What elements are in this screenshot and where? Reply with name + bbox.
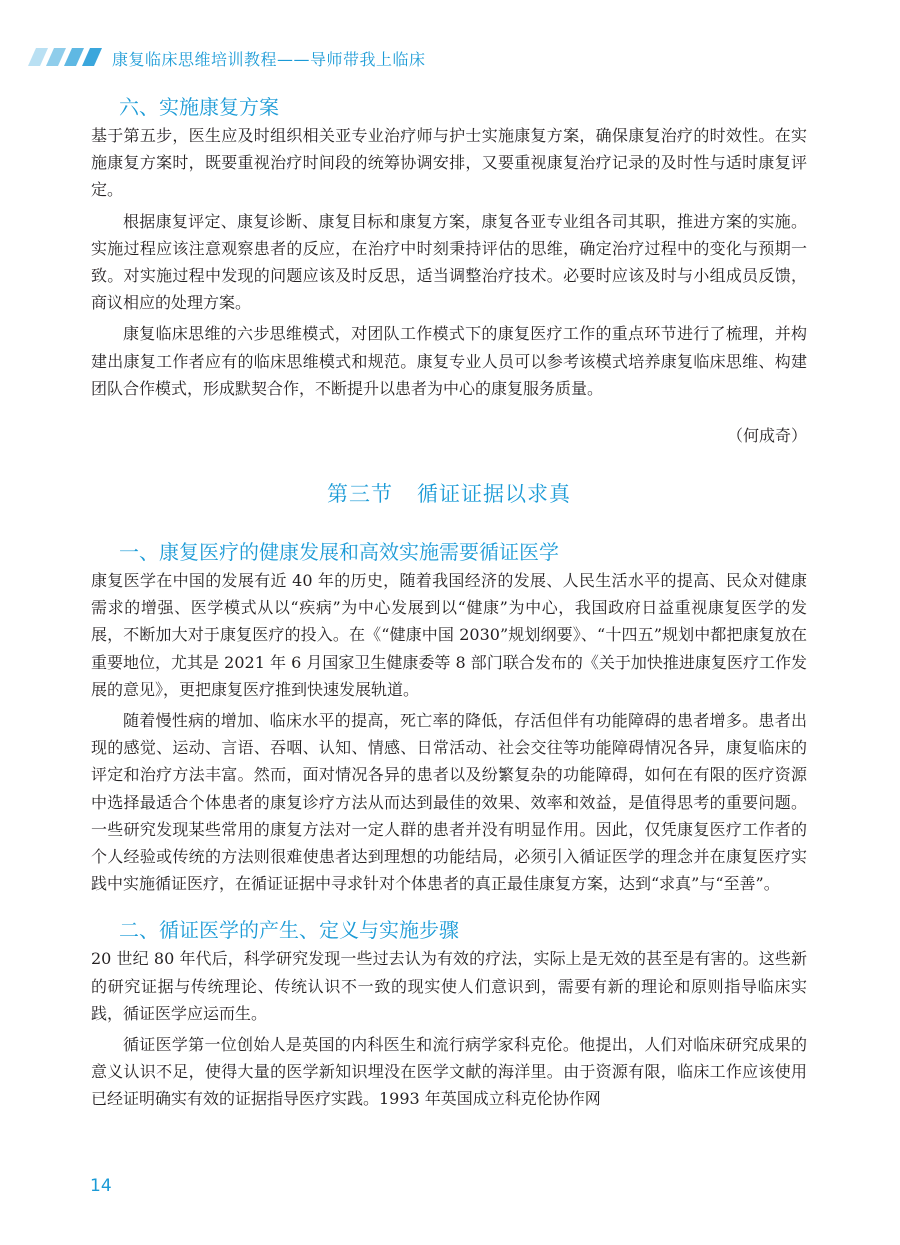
paragraph: 基于第五步，医生应及时组织相关亚专业治疗师与护士实施康复方案，确保康复治疗的时效性。在实施康复方案时，既要重视治疗时间段的统筹协调安排，又要重视康复治疗记录的及时性与适时康复评定。: [91, 126, 807, 200]
paragraph: 康复医学在中国的发展有近 40 年的历史，随着我国经济的发展、人民生活水平的提高、民众对健康需求的增强、医学模式从以“疾病”为中心发展到以“健康”为中心，我国政府日益重视康复医学的发展，不断加大对于康复医疗的投入。在《“健康中国 2030”规划纲要》、“十四五”规划中都把康复放在重要地位，尤其是 2021 年 6 月国家卫生健康委等 8 部门联合发布的《关于加快推进康复医疗工作发展的意见》，更把康复医疗推到快速发展轨道。: [91, 571, 807, 699]
paragraph: 康复临床思维的六步思维模式，对团队工作模式下的康复医疗工作的重点环节进行了梳理，并构建出康复工作者应有的临床思维模式和规范。康复专业人员可以参考该模式培养康复临床思维、构建团队合作模式，形成默契合作，不断提升以患者为中心的康复服务质量。: [91, 324, 807, 398]
heading-part-2: 二、循证医学的产生、定义与实施步骤: [119, 918, 459, 943]
paragraph: 循证医学第一位创始人是英国的内科医生和流行病学家科克伦。他提出，人们对临床研究成果的意义认识不足，使得大量的医学新知识埋没在医学文献的海洋里。由于资源有限，临床工作应该使用已经证明确实有效的证据指导医疗实践。1993 年英国成立科克伦协作网: [91, 1035, 807, 1109]
running-header: [0, 0, 900, 80]
paragraph: 20 世纪 80 年代后，科学研究发现一些过去认为有效的疗法，实际上是无效的甚至是有害的。这些新的研究证据与传统理论、传统认识不一致的现实使人们意识到，需要有新的理论和原则指导临床实践，循证医学应运而生。: [91, 949, 807, 1023]
paragraph: 随着慢性病的增加、临床水平的提高，死亡率的降低，存活但伴有功能障碍的患者增多。患者出现的感觉、运动、言语、吞咽、认知、情感、日常活动、社会交往等功能障碍情况各异，康复临床的评定和治疗方法丰富。然而，面对情况各异的患者以及纷繁复杂的功能障碍，如何在有限的医疗资源中选择最适合个体患者的康复诊疗方法从而达到最佳的效果、效率和效益，是值得思考的重要问题。一些研究发现某些常用的康复方法对一定人群的患者并没有明显作用。因此，仅凭康复医疗工作者的个人经验或传统的方法则很难使患者达到理想的功能结局，必须引入循证医学的理念并在康复医疗实践中实施循证医疗，在循证证据中寻求针对个体患者的真正最佳康复方案，达到“求真”与“至善”。: [91, 711, 807, 894]
page-body: [91, 92, 807, 1113]
header-title: 康复临床思维培训教程——导师带我上临床: [112, 50, 426, 69]
page-number: 14: [90, 1176, 112, 1196]
header-stripes-icon: [28, 48, 104, 66]
author-attribution: （何成奇）: [726, 426, 807, 446]
section-number: 第三节: [327, 482, 393, 507]
paragraph: 根据康复评定、康复诊断、康复目标和康复方案，康复各亚专业组各司其职，推进方案的实施。实施过程应该注意观察患者的反应，在治疗中时刻秉持评估的思维，确定治疗过程中的变化与预期一致。对实施过程中发现的问题应该及时反思，适当调整治疗技术。必要时应该及时与小组成员反馈，商议相应的处理方案。: [91, 211, 807, 313]
chapter-section-title: [91, 479, 807, 509]
heading-part-1: 一、康复医疗的健康发展和高效实施需要循证医学: [119, 540, 559, 565]
section-name: 循证证据以求真: [417, 482, 571, 507]
heading-section-6: 六、实施康复方案: [119, 95, 279, 119]
